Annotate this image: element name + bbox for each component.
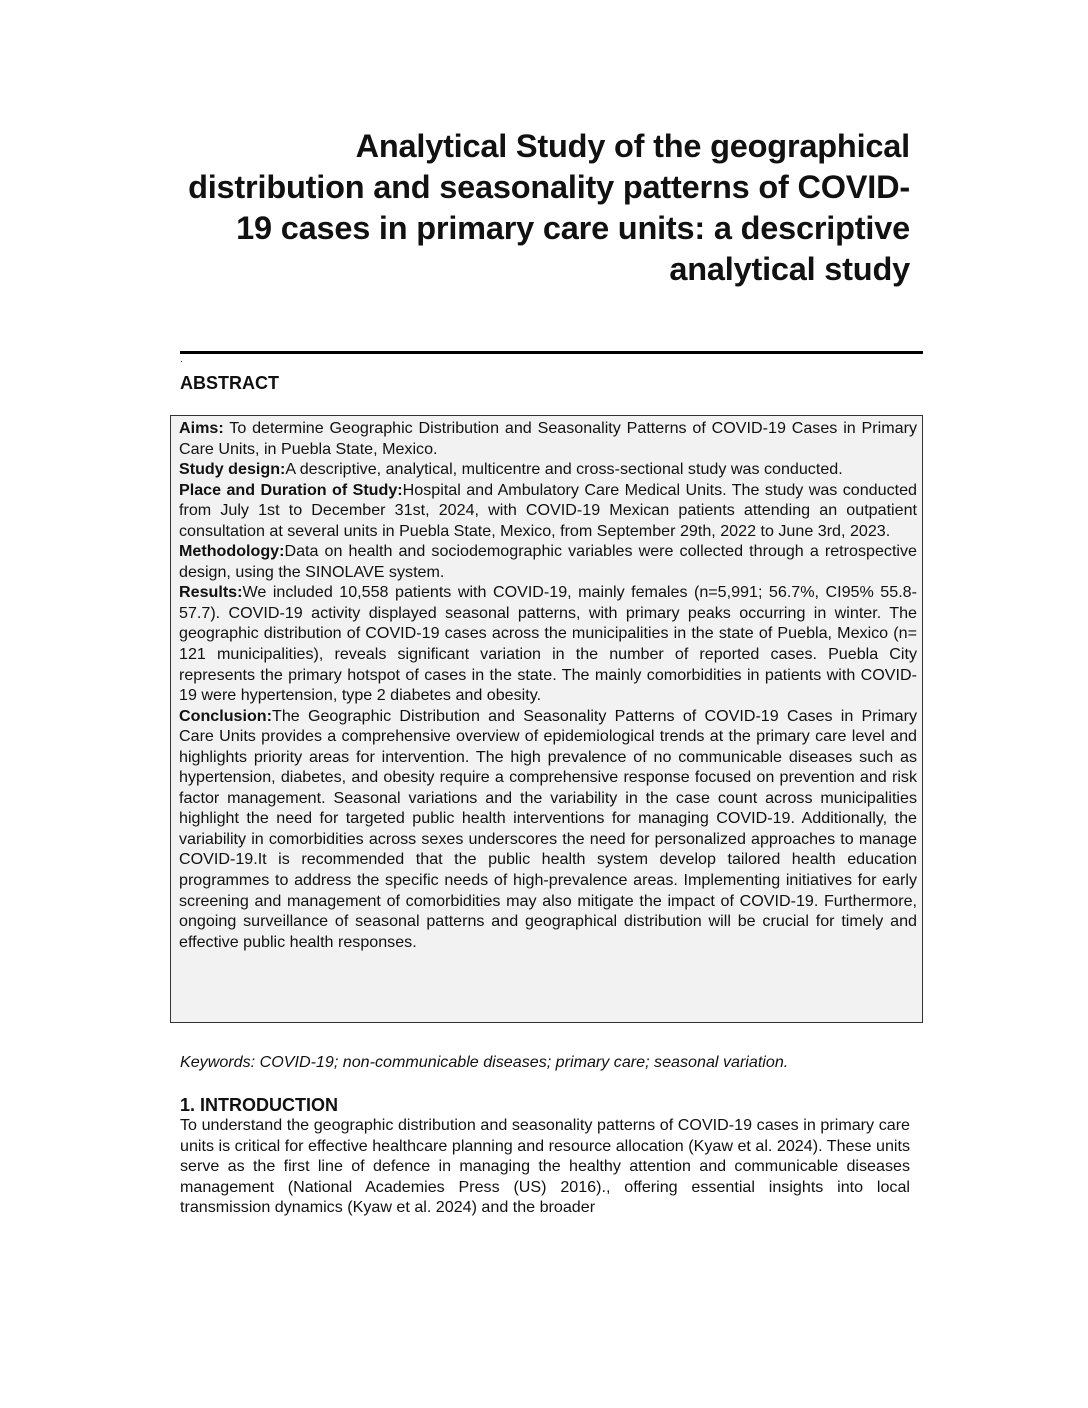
conclusion-text: The Geographic Distribution and Seasonality Patterns of COVID-19 Cases in Primary Care Units provides a comprehensive overview of epidemiological trends at the primary care level and highlights priority areas for intervention. The high prevalence of no communicable diseases such as hypertension, diabetes, and obesity require a comprehensive response focused on prevention and risk factor management. Seasonal variations and the variability in the case count across municipalities highlight the need for targeted public health interventions for managing COVID-19. Additionally, the variability in comorbidities across sexes underscores the need for personalized approaches to manage COVID-19.It is recommended that the public health system develop tailored health education programmes to address the specific needs of high-prevalence areas. Implementing initiatives for early screening and management of comorbidities may also mitigate the impact of COVID-19. Furthermore, ongoing surveillance of seasonal patterns and geographical distribution will be crucial for timely and effective public health responses. [179,706,917,951]
abstract-study-design [179,459,917,480]
aims-text: To determine Geographic Distribution and Seasonality Patterns of COVID-19 Cases in Primary Care Units, in Puebla State, Mexico. [179,419,917,458]
abstract-conclusion [179,706,917,953]
study-design-label: Study design: [179,460,286,479]
abstract-heading: ABSTRACT [180,373,279,393]
paper-title: Analytical Study of the geographical distribution and seasonality patterns of COVID-19 cases in primary care units: a descriptive analytical study [188,128,910,287]
results-label: Results: [179,583,243,602]
methodology-label: Methodology: [179,542,285,561]
abstract-box [170,415,923,1023]
aims-label: Aims: [179,419,224,437]
abstract-methodology [179,541,917,582]
title-separator-rule [180,351,923,354]
introduction-paragraph: To understand the geographic distribution and seasonality patterns of COVID-19 cases in primary care units is critical for effective healthcare planning and resource allocation (Kyaw et al. 2024). These units serve as the first line of defence in managing the healthy attention and communicable diseases management (National Academies Press (US) 2016)., offering essential insights into local transmission dynamics (Kyaw et al. 2024) and the broader [180,1116,910,1216]
introduction-heading: 1. INTRODUCTION [180,1095,339,1115]
abstract-aims [179,418,917,459]
place-duration-label: Place and Duration of Study: [179,480,403,499]
abstract-results [179,582,917,705]
separator-mark: . [180,354,183,365]
place-duration-text: Hospital and Ambulatory Care Medical Units. The study was conducted from July 1st to December 31st, 2024, with COVID-19 Mexican patients attending an outpatient consultation at several units in Puebla State, Mexico, from September 29th, 2022 to June 3rd, 2023. [179,480,917,540]
conclusion-label: Conclusion: [179,706,272,725]
study-design-text: A descriptive, analytical, multicentre and cross-sectional study was conducted. [285,460,843,479]
abstract-place-duration [179,480,917,542]
keywords-line: Keywords: COVID-19; non-communicable diseases; primary care; seasonal variation. [180,1053,789,1071]
methodology-text: Data on health and sociodemographic variables were collected through a retrospective design, using the SINOLAVE system. [179,542,917,581]
results-text: We included 10,558 patients with COVID-19, mainly females (n=5,991; 56.7%, CI95% 55.8-57.7). COVID-19 activity displayed seasonal patterns, with primary peaks occurring in winter. The geographic distribution of COVID-19 cases across the municipalities in the state of Puebla, Mexico (n= 121 municipalities), reveals significant variation in the number of reported cases. Puebla City represents the primary hotspot of cases in the state. The mainly comorbidities in patients with COVID-19 were hypertension, type 2 diabetes and obesity. [179,583,917,705]
